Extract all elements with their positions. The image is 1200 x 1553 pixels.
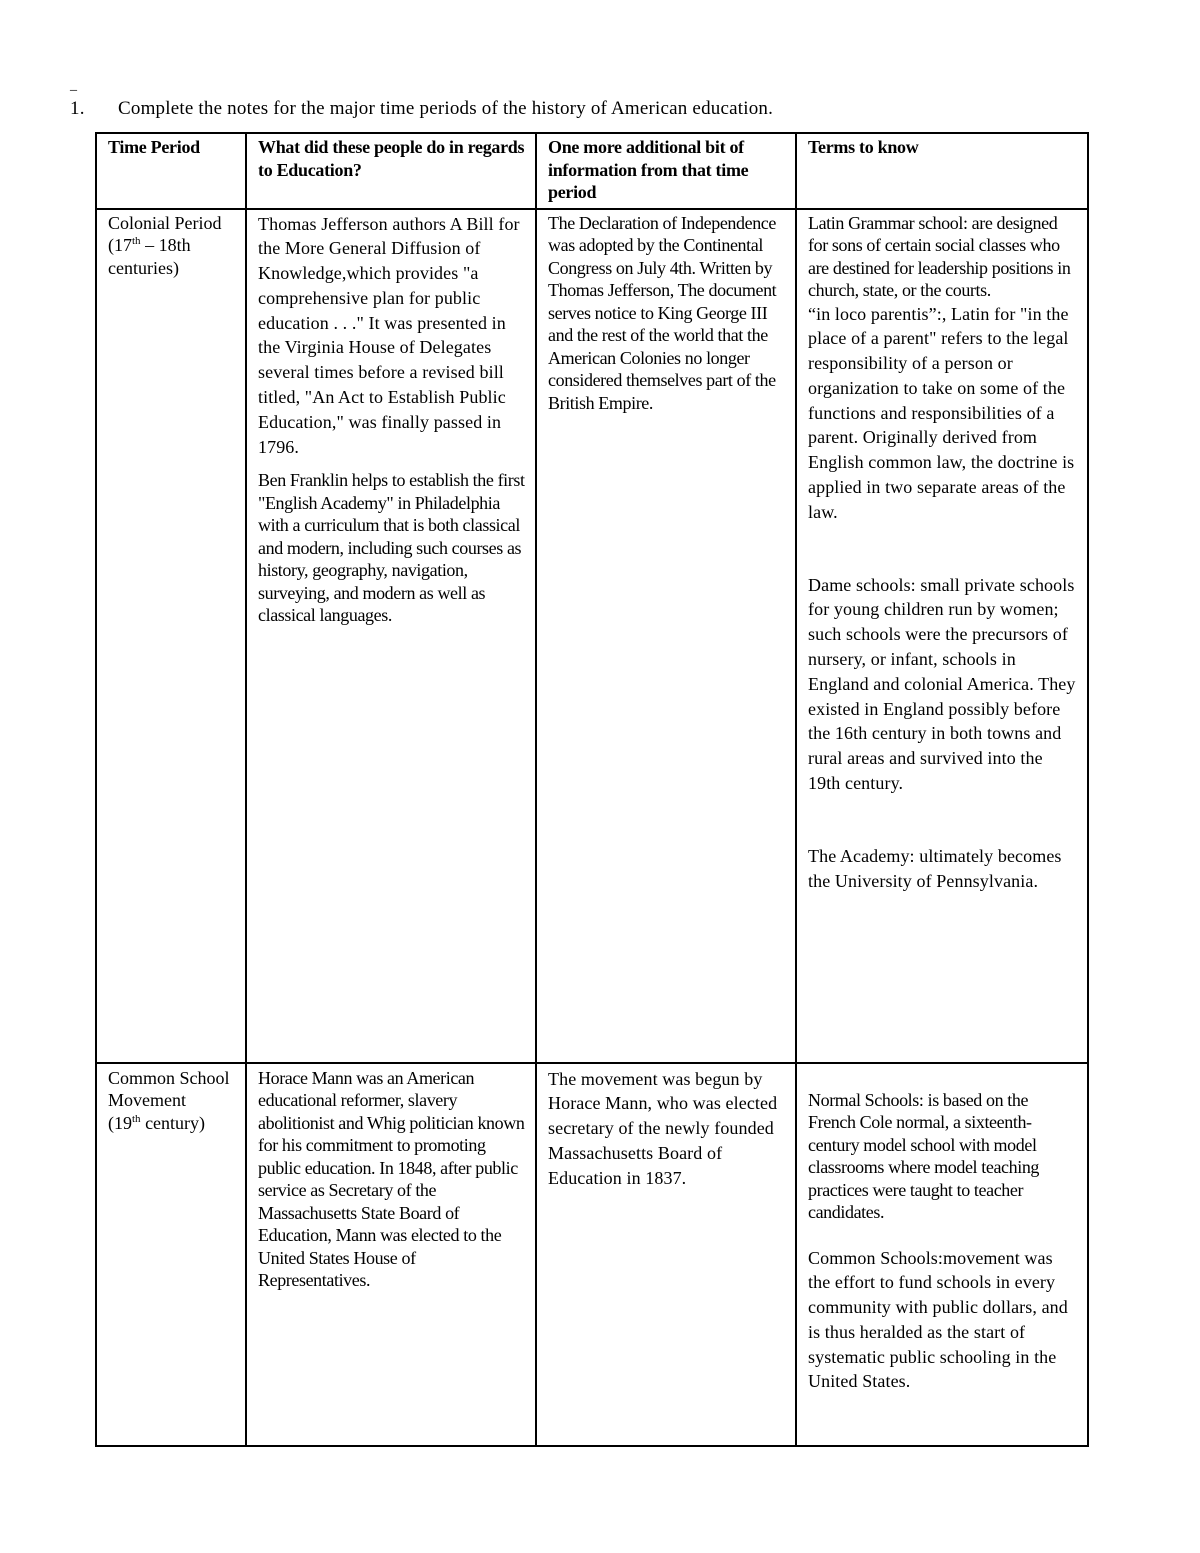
period-range: (19th century)	[108, 1112, 206, 1133]
terms-cell	[796, 1063, 1088, 1446]
question-number: 1.	[70, 98, 85, 119]
question-line	[70, 98, 773, 120]
people-cell	[246, 209, 536, 1063]
header-time-period: Time Period	[96, 133, 246, 209]
period-cell	[96, 209, 246, 1063]
info-cell	[536, 209, 796, 1063]
period-name: Colonial Period	[108, 212, 222, 233]
info-paragraph: The movement was begun by Horace Mann, who was elected secretary of the newly founded Massachusetts Board of Education in 1837.	[548, 1068, 778, 1188]
term-paragraph: “in loco parentis”:, Latin for "in the place of a parent" refers to the legal responsibility of a person or organization to take on some of the functions and responsibilities of a parent. Originally derived from English common law, the doctrine is applied in two separate areas of the law.	[808, 303, 1075, 522]
people-cell	[246, 1063, 536, 1446]
info-paragraph: The Declaration of Independence was adopted by the Continental Congress on July 4th. Written by Thomas Jefferson, The document serves notice to King George III and the rest of the world that the American Colonies no longer considered themselves part of the British Empire.	[548, 212, 777, 413]
question-text: Complete the notes for the major time periods of the history of American education.	[118, 98, 774, 119]
people-paragraph: Ben Franklin helps to establish the first "English Academy" in Philadelphia with a curriculum that is both classical and modern, including such courses as history, geography, navigation, surveying, and modern as well as classical languages.	[258, 470, 525, 626]
header-people-actions: What did these people do in regards to Education?	[246, 133, 536, 209]
term-paragraph: Dame schools: small private schools for young children run by women; such schools were the precursors of nursery, or infant, schools in England and colonial America. They existed in England possibly before the 16th century in both towns and rural areas and survived into the 19th century.	[808, 574, 1076, 794]
term-paragraph: The Academy: ultimately becomes the University of Pennsylvania.	[808, 845, 1062, 891]
period-name: Common School Movement	[108, 1067, 230, 1110]
terms-cell	[796, 209, 1088, 1063]
header-additional-info: One more additional bit of information from that time period	[536, 133, 796, 209]
notes-table	[95, 132, 1089, 1447]
term-paragraph: Normal Schools: is based on the French Cole normal, a sixteenth-century model school with model classrooms where model teaching practices were taught to teacher candidates.	[808, 1089, 1040, 1222]
term-paragraph: Latin Grammar school: are designed for sons of certain social classes who are destined for leadership positions in church, state, or the courts.	[808, 212, 1071, 300]
table-header-row	[96, 133, 1088, 209]
people-paragraph: Horace Mann was an American educational reformer, slavery abolitionist and Whig politician known for his commitment to promoting public education. In 1848, after public service as Secretary of the Massachusetts State Board of Education, Mann was elected to the United States House of Representatives.	[258, 1067, 525, 1290]
people-paragraph: Thomas Jefferson authors A Bill for the More General Diffusion of Knowledge,which provides "a comprehensive plan for public education . . ." It was presented in the Virginia House of Delegates several times before a revised bill titled, "An Act to Establish Public Education," was finally passed in 1796.	[258, 213, 520, 457]
table-row	[96, 1063, 1088, 1446]
page-mark: _	[70, 78, 77, 93]
info-cell	[536, 1063, 796, 1446]
header-terms: Terms to know	[796, 133, 1088, 209]
term-paragraph: Common Schools:movement was the effort to fund schools in every community with public dollars, and is thus heralded as the start of systematic public schooling in the United States.	[808, 1247, 1068, 1392]
table-row	[96, 209, 1088, 1063]
period-range: (17th – 18th centuries)	[108, 235, 191, 278]
period-cell	[96, 1063, 246, 1446]
